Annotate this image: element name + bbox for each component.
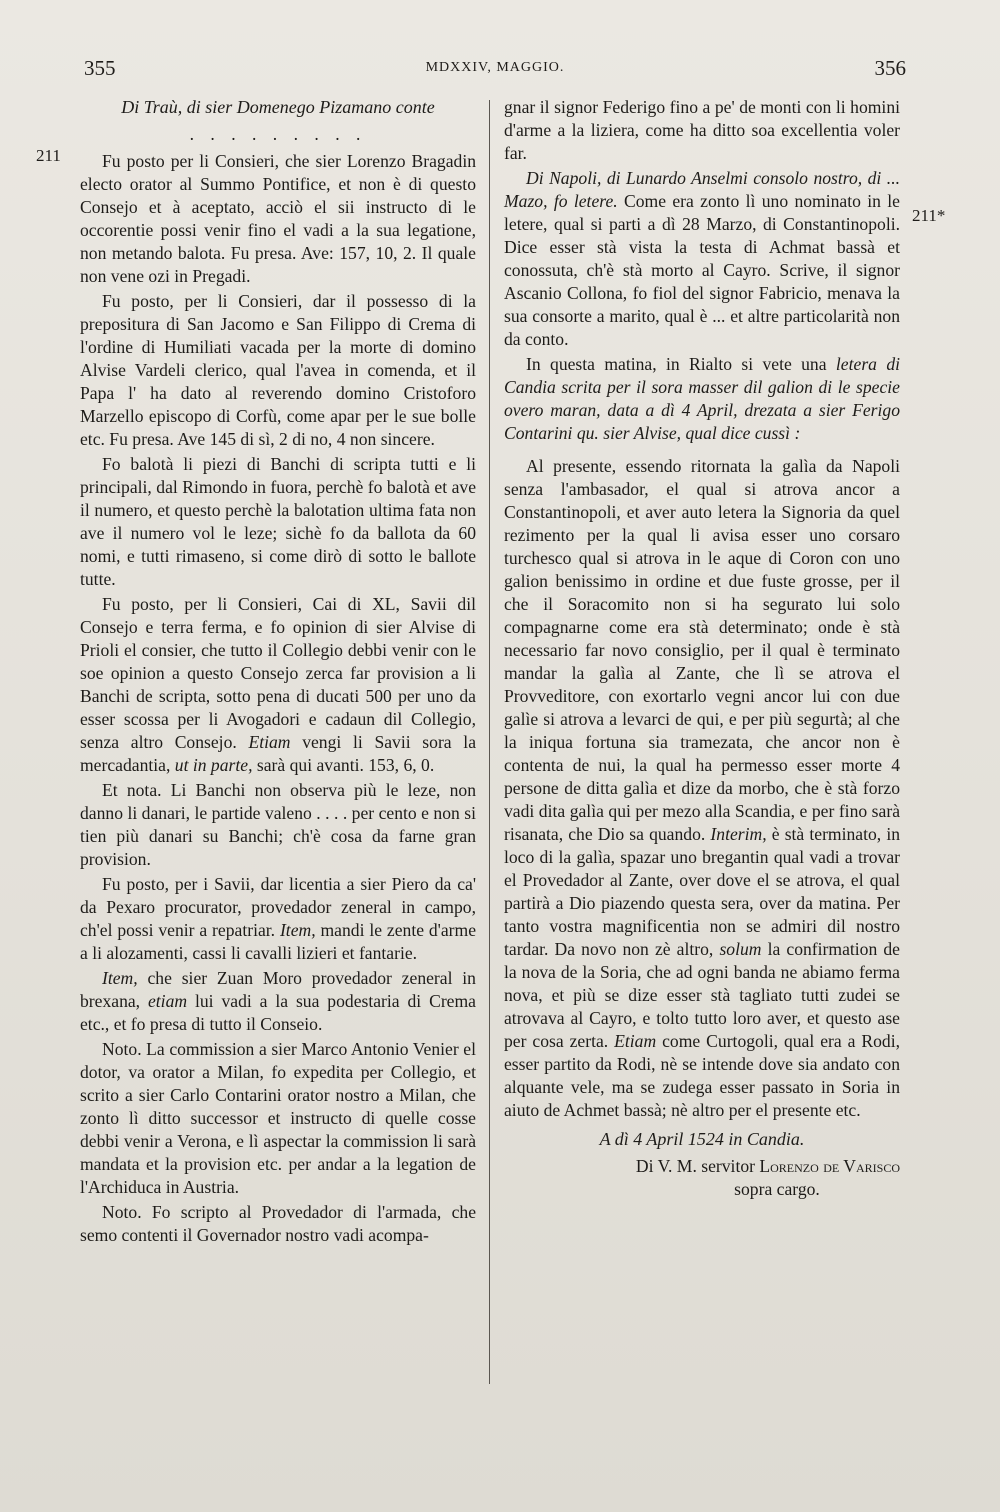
- signature: Di V. M. servitor Lorenzo de Varisco: [635, 1156, 900, 1176]
- paragraph: Fu posto per li Consieri, che sier Lorenzo Bragadin electo orator al Summo Pontifice, et non è di questo Consejo et à aceptato, acciò el sii instructo di le occorentie possi venir fino el vadi a la sua legatione, non metando balota. Fu presa. Ave: 157, 10, 2. Il quale non vene ozi in Pregadi.: [80, 151, 476, 286]
- ellipsis-line: . . . . . . . . .: [189, 124, 367, 144]
- paragraph: Et nota. Li Banchi non observa più le leze, non danno li danari, le partide valeno . . . . per cento e non si tien più danari su Banchi; ch'è cosa da farne gran provision.: [80, 780, 476, 869]
- left-column: [80, 96, 476, 1249]
- right-column: [504, 96, 900, 1201]
- section-heading: Di Traù, di sier Domenego Pizamano conte: [121, 97, 435, 117]
- letter-date: A dì 4 April 1524 in Candia.: [599, 1129, 805, 1149]
- page-number-right: 356: [874, 56, 906, 80]
- page-number-left: 355: [84, 56, 116, 80]
- paragraph: Item, che sier Zuan Moro provedador zeneral in brexana, etiam lui vadi a la sua podestaria di Crema etc., et fo presa di tutto il Conseio.: [80, 968, 476, 1034]
- letter-paragraph: Al presente, essendo ritornata la galìa da Napoli senza l'ambasador, el qual si atrova ancor a Constantinopoli, et aver auto letera la Signoria da quel rezimento per la qual li avisa esser uno corsaro turchesco qual si atrova in le aque di Coron con uno galion benissimo in ordine et due fuste grosse, per il che il Soracomito non si ha segurato lui solo compagnarne come era stà determinato; onde è stà necessario far novo consiglio, per il qual è terminato mandar la galìa al Zante, che lì se atrova el Provveditore, con exortarlo vegni ancor lui con due galìe si atrova a levarci de qui, e per più segurtà; al che la iniqua fortuna sia tramezata, che ancor non è contenta de nui, la qual ha permesso esser morte 4 persone de ditta galìa et dize da morbo, che è stà forzo vadi dita galìa qui per mezo alla Scandia, e per fino sarà risanata, che Dio sa quando. Interim, è stà terminato, in loco di la galìa, spazar uno bregantin qual vadi a trovar el Provedador al Zante, over dove el se atrova, el qual partirà a Dio piazendo questa sera, over da matina. Per tanto vostra magnificentia non se admiri dil nostro tardar. Da novo non zè altro, solum la confirmation de la nova de la Soria, che ad ogni banda ne abiamo ferma nova, et più se dize esser stà tagliato tutti zudei se atrovava al Cayro, e tolto tutto loro aver, et questo ase per cosa zerta. Etiam come Curtogoli, qual era a Rodi, esser partito da Rodi, nè se intende dove sia andato con alquante vele, ma se zudega esser passato in Soria in aiuto de Achmet bassà; nè altro per el presente etc.: [504, 456, 901, 1120]
- paragraph: Di Napoli, di Lunardo Anselmi consolo nostro, di ... Mazo, fo letere. Come era zonto lì uno nominato in le letere, qual si parti a dì 28 Marzo, di Constantinopoli. Dice esser stà vista la testa di Achmat bassà et conossuta, ch'è stà morto al Cayro. Scrive, il signor Ascanio Collona, fo fiol del signor Fabricio, menava la sua consorte a marito, qual è ... et altre particolarità non da conto.: [504, 168, 900, 349]
- paragraph: Fu posto, per li Consieri, dar il possesso di la prepositura di San Jacomo e San Filippo di Crema di l'ordine di Humiliati vacada per la morte di domino Alvise Vardeli clerico, qual l'avea in comenda, et il Papa l' ha dato al reverendo domino Cristoforo Marzello episcopo di Corfù, come apar per le sue bolle etc. Fu presa. Ave 145 di sì, 2 di no, 4 non sincere.: [80, 291, 476, 449]
- running-title: MDXXIV, MAGGIO.: [425, 60, 565, 75]
- signature-role: sopra cargo.: [734, 1179, 820, 1199]
- paragraph: Noto. La commission a sier Marco Antonio Venier el dotor, va orator a Milan, fo expedita per Collegio, et scrito a sier Carlo Contarini orator nostro a Milan, che zonto lì ditto successor et instructo di quelle cosse debbi venir a Verona, e lì aspectar la commission li sarà mandata et la provision etc. per andar a la legation de l'Archiduca in Austria.: [80, 1039, 476, 1197]
- paragraph: Noto. Fo scripto al Provedador di l'armada, che semo contenti il Governador nostro vadi acompa-: [80, 1202, 476, 1245]
- column-divider: [489, 100, 490, 1384]
- paragraph: Fu posto, per li Consieri, Cai di XL, Savii dil Consejo e terra ferma, e fo opinion di sier Alvise di Prioli el consier, che tutto il Collegio debbi venir con le soe opinion a questo Consejo zerca far provision a li Banchi de scripta, sotto pena di ducati 500 per uno da esser scossa per li Avogadori e cadaun dil Collegio, senza altro Consejo. Etiam vengi li Savii sora la mercadantia, ut in parte, sarà qui avanti. 153, 6, 0.: [80, 594, 477, 775]
- paragraph: gnar il signor Federigo fino a pe' de monti con li homini d'arme a la liziera, come ha ditto soa excellentia voler far.: [504, 97, 900, 163]
- margin-number-left: 211: [36, 146, 61, 165]
- paragraph: In questa matina, in Rialto si vete una letera di Candia scrita per il sora masser dil galion di le specie overo maran, data a dì 4 April, drezata a sier Ferigo Contarini qu. sier Alvise, qual dice cussì :: [504, 354, 901, 443]
- paragraph: Fu posto, per i Savii, dar licentia a sier Piero da ca' da Pexaro procurator, provedador zeneral in campo, ch'el possi venir a repatriar. Item, mandi le zente d'arme a li alozamenti, cassi li cavalli lizieri et fantarie.: [80, 874, 477, 963]
- margin-number-right: 211*: [912, 206, 946, 225]
- paragraph: Fo balotà li piezi di Banchi di scripta tutti e li principali, dal Rimondo in fuora, perchè fo balotà et ave il numero, et questo perchè la balotation ultima fata non ave il numero vol le leze; sichè fo da ballota da 60 nomi, e tutti rimaseno, si come dirò di sotto le ballote tutte.: [80, 454, 476, 589]
- page-header: [84, 56, 906, 90]
